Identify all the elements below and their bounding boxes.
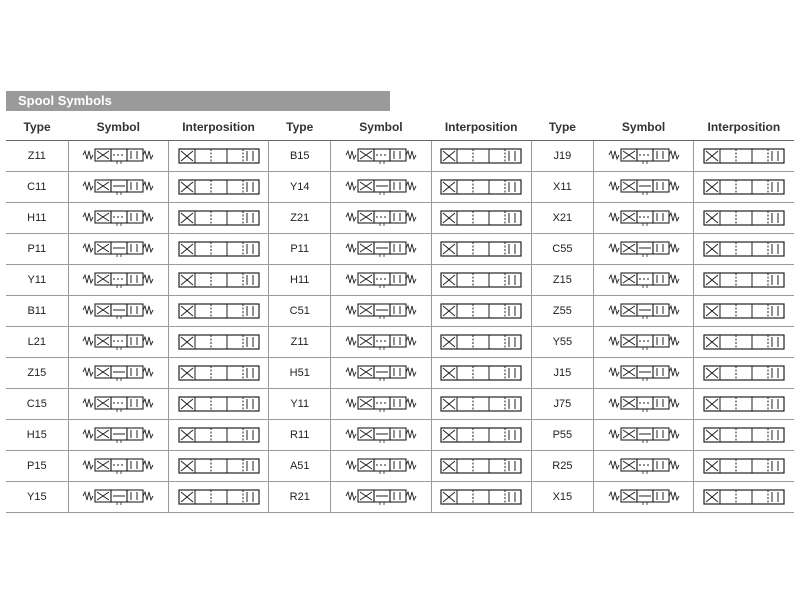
interposition-cell — [431, 296, 531, 327]
symbol-cell — [68, 451, 168, 482]
interposition-icon — [177, 270, 261, 290]
symbol-cell — [68, 265, 168, 296]
interposition-icon — [439, 425, 523, 445]
column-header-interposition: Interposition — [168, 114, 268, 141]
interposition-cell — [431, 327, 531, 358]
interposition-cell — [431, 482, 531, 513]
spool-type: B15 — [269, 141, 331, 172]
interposition-icon — [702, 487, 786, 507]
symbol-cell — [331, 389, 431, 420]
interposition-icon — [702, 456, 786, 476]
spool-type: H15 — [6, 420, 68, 451]
spool-symbol-icon — [605, 300, 683, 322]
interposition-cell — [694, 451, 794, 482]
table-row — [6, 265, 794, 296]
table-row — [6, 234, 794, 265]
table-row — [6, 420, 794, 451]
spool-type: P11 — [6, 234, 68, 265]
spool-symbol-icon — [605, 331, 683, 353]
column-header-symbol: Symbol — [331, 114, 431, 141]
symbol-cell — [68, 234, 168, 265]
spool-symbol-icon — [605, 207, 683, 229]
spool-type: Z15 — [6, 358, 68, 389]
symbol-cell — [68, 296, 168, 327]
spool-type: C15 — [6, 389, 68, 420]
spool-type: Z55 — [531, 296, 593, 327]
symbol-cell — [331, 482, 431, 513]
spool-type: Y11 — [269, 389, 331, 420]
interposition-cell — [694, 172, 794, 203]
table-row — [6, 172, 794, 203]
spool-type: Z21 — [269, 203, 331, 234]
spool-symbol-icon — [605, 362, 683, 384]
interposition-icon — [702, 146, 786, 166]
interposition-cell — [431, 234, 531, 265]
symbol-cell — [68, 172, 168, 203]
interposition-cell — [694, 265, 794, 296]
spool-symbol-icon — [342, 207, 420, 229]
spool-symbol-icon — [79, 269, 157, 291]
spool-symbol-icon — [79, 176, 157, 198]
table-header — [6, 114, 794, 141]
symbol-cell — [593, 203, 693, 234]
spool-type: R25 — [531, 451, 593, 482]
table-row — [6, 451, 794, 482]
spool-symbol-icon — [79, 145, 157, 167]
interposition-cell — [431, 451, 531, 482]
column-header-symbol: Symbol — [593, 114, 693, 141]
spool-type: B11 — [6, 296, 68, 327]
symbol-cell — [593, 420, 693, 451]
interposition-cell — [168, 420, 268, 451]
table-row — [6, 296, 794, 327]
spool-symbol-icon — [342, 424, 420, 446]
symbol-cell — [68, 141, 168, 172]
interposition-cell — [168, 358, 268, 389]
column-header-interposition: Interposition — [694, 114, 794, 141]
spool-symbols-table — [6, 114, 794, 513]
spool-symbol-icon — [605, 424, 683, 446]
spool-symbol-icon — [342, 362, 420, 384]
spool-type: X21 — [531, 203, 593, 234]
interposition-icon — [702, 208, 786, 228]
interposition-icon — [439, 301, 523, 321]
symbol-cell — [68, 327, 168, 358]
interposition-icon — [177, 394, 261, 414]
spool-symbol-icon — [342, 455, 420, 477]
interposition-cell — [694, 234, 794, 265]
interposition-cell — [431, 389, 531, 420]
column-header-type: Type — [6, 114, 68, 141]
interposition-icon — [177, 208, 261, 228]
spool-type: H51 — [269, 358, 331, 389]
symbol-cell — [593, 141, 693, 172]
spool-symbol-icon — [605, 269, 683, 291]
interposition-cell — [431, 265, 531, 296]
interposition-icon — [177, 456, 261, 476]
spool-symbol-icon — [342, 300, 420, 322]
table-row — [6, 482, 794, 513]
symbol-cell — [68, 203, 168, 234]
spool-type: L21 — [6, 327, 68, 358]
symbol-cell — [68, 358, 168, 389]
interposition-icon — [439, 177, 523, 197]
spool-symbol-icon — [342, 331, 420, 353]
symbol-cell — [331, 296, 431, 327]
column-header-interposition: Interposition — [431, 114, 531, 141]
symbol-cell — [331, 203, 431, 234]
table-row — [6, 141, 794, 172]
spool-symbol-icon — [605, 455, 683, 477]
interposition-icon — [177, 487, 261, 507]
interposition-icon — [702, 301, 786, 321]
interposition-icon — [177, 332, 261, 352]
spool-symbol-icon — [605, 486, 683, 508]
interposition-cell — [694, 358, 794, 389]
spool-type: C11 — [6, 172, 68, 203]
spool-type: Y15 — [6, 482, 68, 513]
interposition-cell — [168, 451, 268, 482]
spool-type: J75 — [531, 389, 593, 420]
spool-symbol-icon — [342, 238, 420, 260]
column-header-type: Type — [531, 114, 593, 141]
spool-symbol-icon — [342, 393, 420, 415]
spool-type: Z15 — [531, 265, 593, 296]
spool-type: P15 — [6, 451, 68, 482]
interposition-cell — [168, 234, 268, 265]
interposition-icon — [439, 332, 523, 352]
interposition-icon — [439, 487, 523, 507]
symbol-cell — [68, 389, 168, 420]
spool-type: Y55 — [531, 327, 593, 358]
spool-symbol-icon — [79, 362, 157, 384]
spool-symbol-icon — [79, 424, 157, 446]
spool-symbol-icon — [79, 393, 157, 415]
spool-symbol-icon — [342, 176, 420, 198]
symbol-cell — [331, 358, 431, 389]
spool-type: J15 — [531, 358, 593, 389]
spool-type: C55 — [531, 234, 593, 265]
interposition-cell — [168, 172, 268, 203]
interposition-cell — [694, 203, 794, 234]
interposition-icon — [177, 425, 261, 445]
spool-type: R21 — [269, 482, 331, 513]
spool-symbol-icon — [605, 145, 683, 167]
table-body — [6, 141, 794, 513]
spool-symbol-icon — [605, 393, 683, 415]
interposition-icon — [439, 270, 523, 290]
symbol-cell — [593, 296, 693, 327]
spool-symbol-icon — [79, 455, 157, 477]
interposition-icon — [439, 394, 523, 414]
interposition-icon — [439, 456, 523, 476]
spool-type: Z11 — [269, 327, 331, 358]
interposition-cell — [168, 141, 268, 172]
symbol-cell — [593, 358, 693, 389]
interposition-icon — [177, 146, 261, 166]
symbol-cell — [331, 327, 431, 358]
interposition-cell — [694, 420, 794, 451]
symbol-cell — [593, 234, 693, 265]
spool-type: H11 — [6, 203, 68, 234]
interposition-cell — [431, 420, 531, 451]
column-header-symbol: Symbol — [68, 114, 168, 141]
interposition-cell — [168, 327, 268, 358]
spool-type: C51 — [269, 296, 331, 327]
interposition-cell — [168, 389, 268, 420]
spool-symbol-icon — [79, 331, 157, 353]
interposition-cell — [694, 389, 794, 420]
spool-type: Z11 — [6, 141, 68, 172]
interposition-icon — [702, 394, 786, 414]
symbol-cell — [331, 420, 431, 451]
symbol-cell — [593, 451, 693, 482]
symbol-cell — [593, 265, 693, 296]
symbol-cell — [68, 482, 168, 513]
column-header-type: Type — [269, 114, 331, 141]
interposition-cell — [431, 203, 531, 234]
section-title-bar — [6, 91, 390, 111]
spool-type: X15 — [531, 482, 593, 513]
interposition-icon — [702, 332, 786, 352]
symbol-cell — [331, 141, 431, 172]
symbol-cell — [68, 420, 168, 451]
interposition-cell — [168, 203, 268, 234]
interposition-icon — [177, 301, 261, 321]
interposition-icon — [702, 177, 786, 197]
interposition-cell — [694, 327, 794, 358]
spool-type: J19 — [531, 141, 593, 172]
interposition-icon — [439, 239, 523, 259]
interposition-cell — [694, 482, 794, 513]
spool-type: R11 — [269, 420, 331, 451]
spool-symbol-icon — [79, 207, 157, 229]
symbol-cell — [331, 265, 431, 296]
interposition-cell — [431, 358, 531, 389]
symbol-cell — [593, 172, 693, 203]
interposition-icon — [439, 146, 523, 166]
interposition-icon — [702, 363, 786, 383]
spool-symbol-icon — [342, 145, 420, 167]
interposition-icon — [439, 363, 523, 383]
interposition-icon — [702, 239, 786, 259]
spool-symbol-icon — [79, 238, 157, 260]
symbol-cell — [331, 172, 431, 203]
spool-symbol-icon — [342, 269, 420, 291]
interposition-icon — [177, 239, 261, 259]
spool-type: P55 — [531, 420, 593, 451]
table-row — [6, 327, 794, 358]
interposition-cell — [168, 265, 268, 296]
spool-type: A51 — [269, 451, 331, 482]
spool-type: H11 — [269, 265, 331, 296]
interposition-cell — [168, 296, 268, 327]
interposition-cell — [168, 482, 268, 513]
symbol-cell — [593, 327, 693, 358]
table-row — [6, 203, 794, 234]
table-row — [6, 358, 794, 389]
spool-symbol-icon — [79, 300, 157, 322]
symbol-cell — [331, 451, 431, 482]
spool-symbol-icon — [342, 486, 420, 508]
interposition-cell — [431, 141, 531, 172]
interposition-icon — [177, 177, 261, 197]
interposition-icon — [439, 208, 523, 228]
interposition-icon — [702, 425, 786, 445]
spool-type: Y11 — [6, 265, 68, 296]
spool-symbol-icon — [605, 176, 683, 198]
interposition-cell — [694, 296, 794, 327]
spool-symbol-icon — [605, 238, 683, 260]
section-title: Spool Symbols — [18, 93, 112, 108]
spool-symbol-icon — [79, 486, 157, 508]
spool-type: X11 — [531, 172, 593, 203]
spool-type: P11 — [269, 234, 331, 265]
header-row — [6, 114, 794, 141]
symbol-cell — [331, 234, 431, 265]
interposition-cell — [694, 141, 794, 172]
spool-type: Y14 — [269, 172, 331, 203]
symbol-cell — [593, 389, 693, 420]
interposition-icon — [702, 270, 786, 290]
symbol-cell — [593, 482, 693, 513]
interposition-cell — [431, 172, 531, 203]
interposition-icon — [177, 363, 261, 383]
table-row — [6, 389, 794, 420]
